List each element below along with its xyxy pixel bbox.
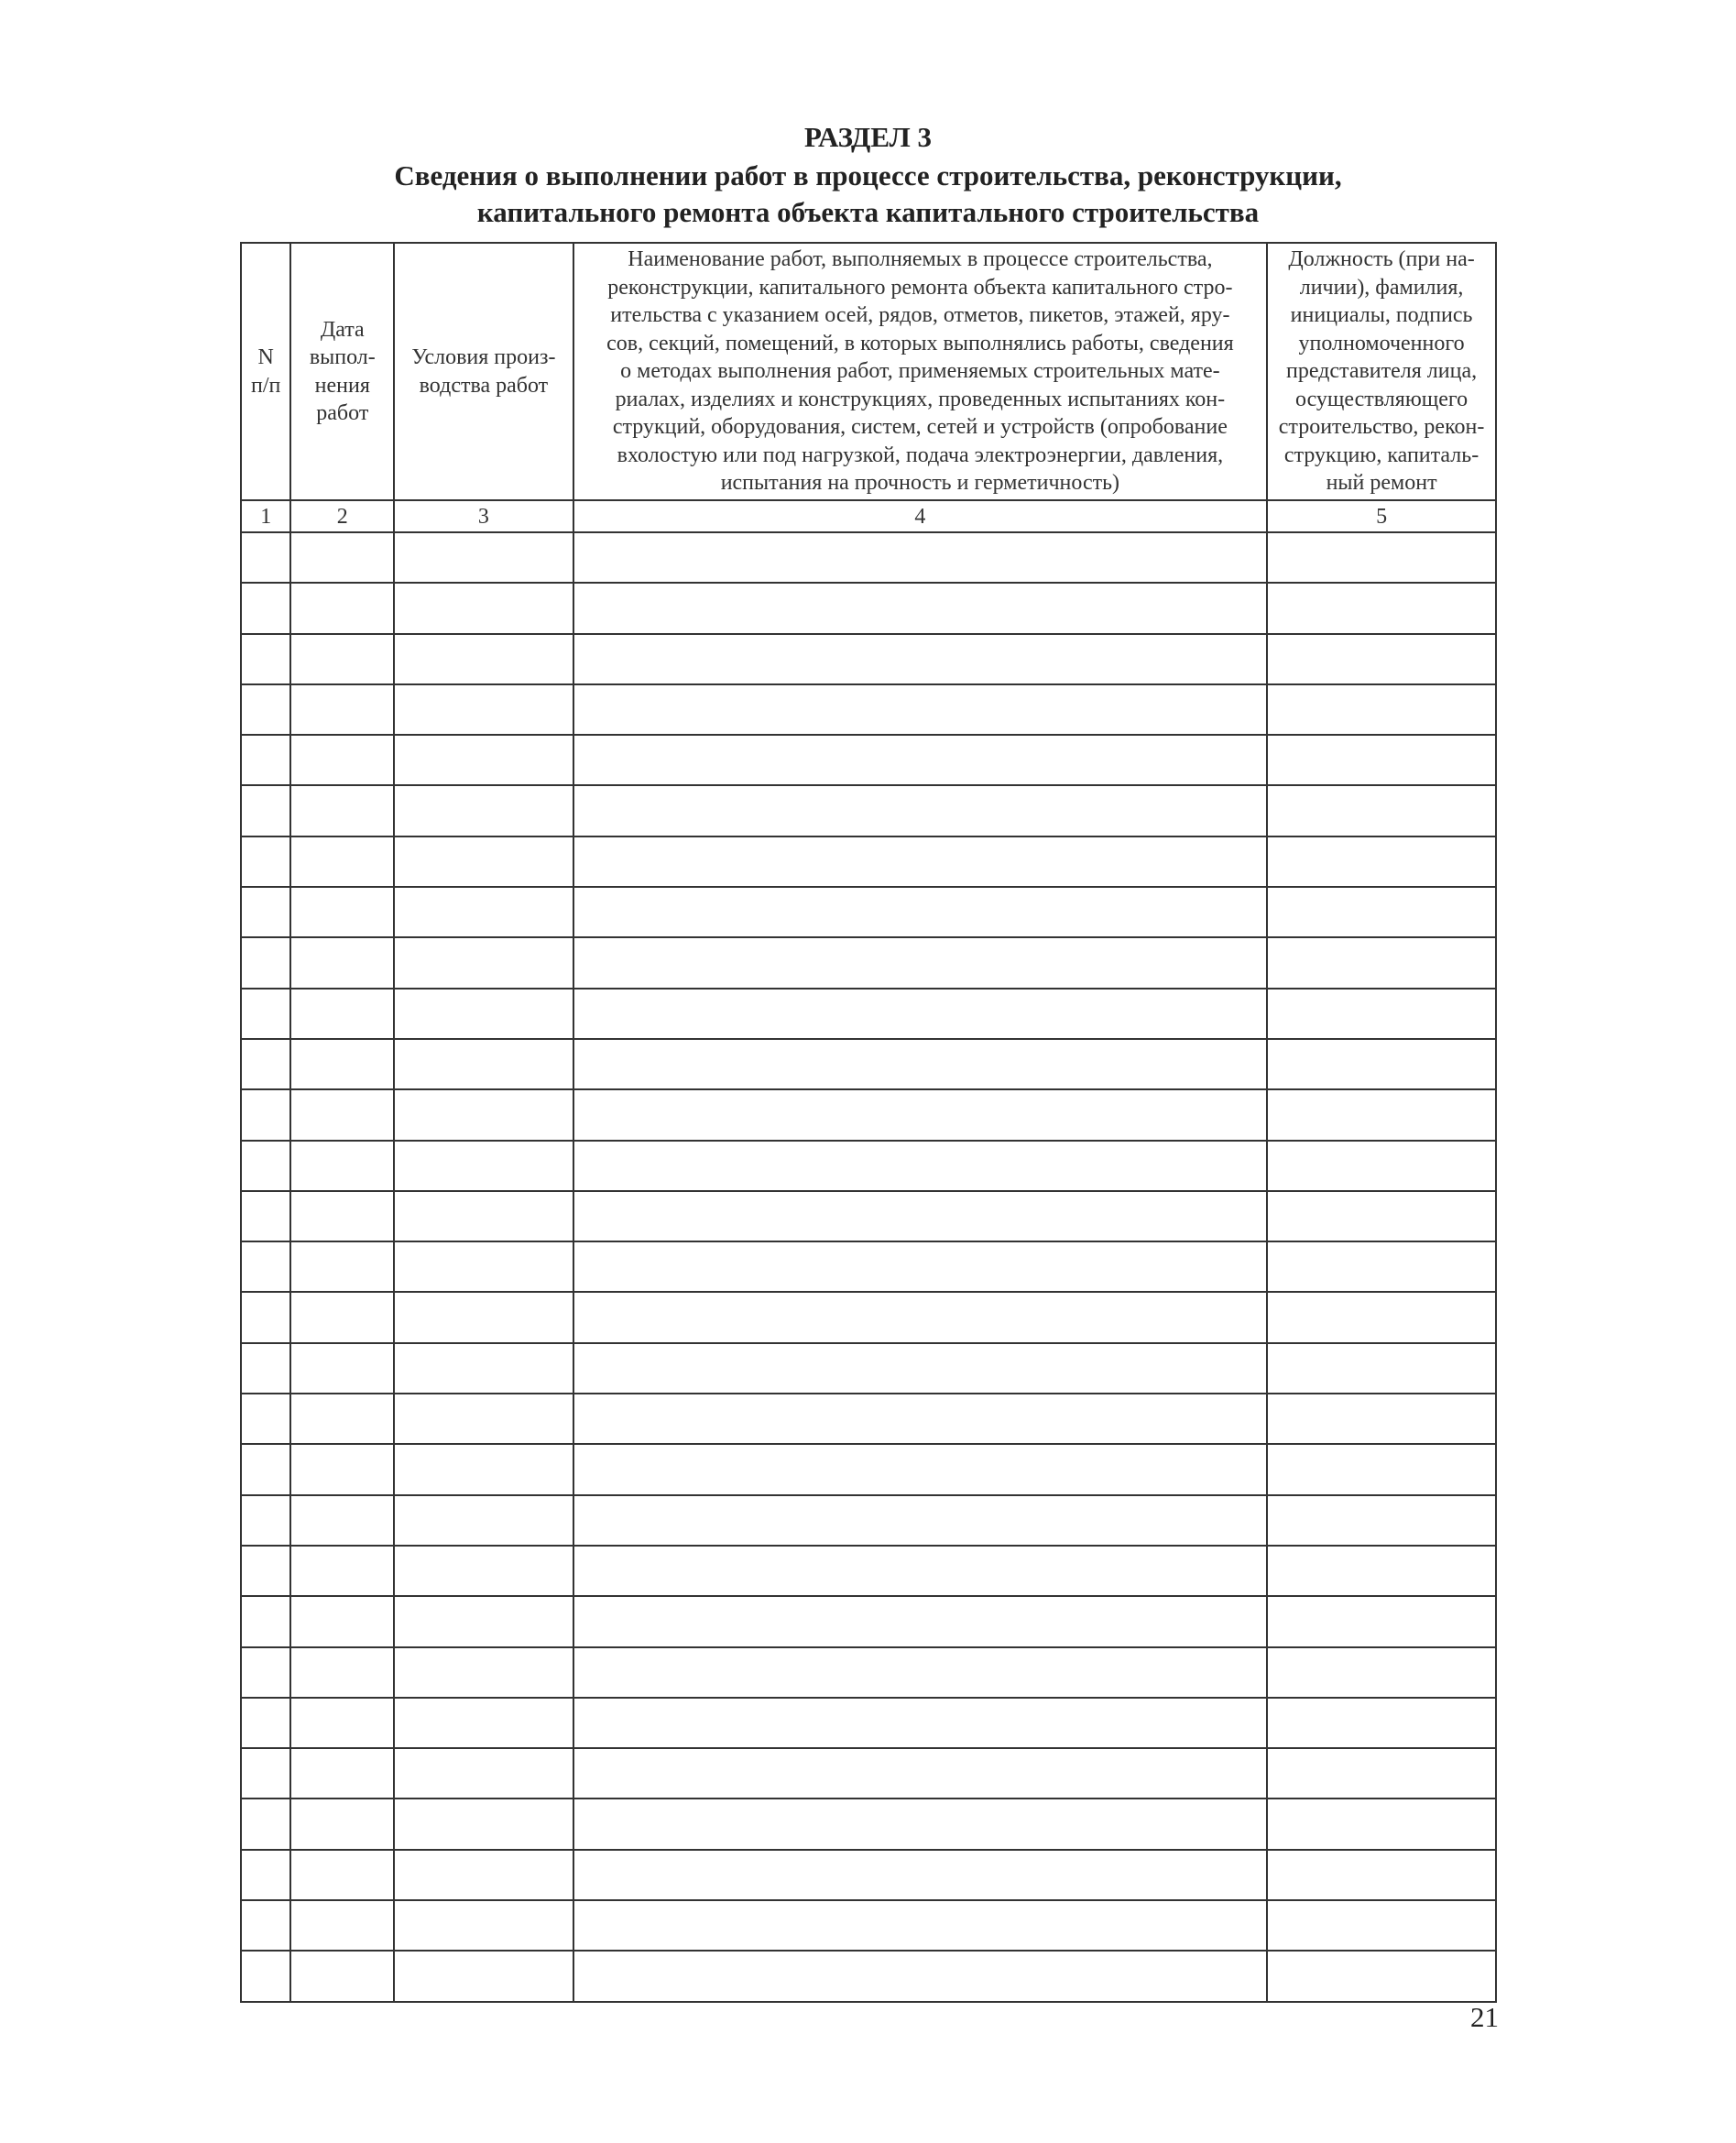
table-cell[interactable] — [290, 785, 394, 836]
table-cell[interactable] — [241, 1241, 290, 1292]
table-cell[interactable] — [1267, 1951, 1496, 2001]
table-cell[interactable] — [241, 989, 290, 1039]
table-row — [241, 1546, 1496, 1596]
table-row — [241, 1850, 1496, 1900]
table-cell[interactable] — [394, 937, 573, 988]
table-cell[interactable] — [290, 1191, 394, 1241]
table-row — [241, 1343, 1496, 1394]
table-cell[interactable] — [1267, 1596, 1496, 1646]
table-cell[interactable] — [241, 1546, 290, 1596]
table-header-row — [241, 243, 1496, 500]
table-cell[interactable] — [1267, 1039, 1496, 1089]
table-row — [241, 1089, 1496, 1140]
column-number: 1 — [241, 500, 290, 532]
table-cell[interactable] — [1267, 1900, 1496, 1951]
header-representative: Должность (при на- личии), фамилия, инициалы, подпись уполномоченного представителя лица, осуществляющего строительство, рекон- струкцию, капиталь- ный ремонт — [1267, 243, 1496, 500]
column-number: 3 — [394, 500, 573, 532]
table-cell[interactable] — [394, 1241, 573, 1292]
table-cell[interactable] — [241, 1900, 290, 1951]
table-cell[interactable] — [1267, 1191, 1496, 1241]
table-row — [241, 1596, 1496, 1646]
table-cell[interactable] — [394, 1394, 573, 1444]
table-cell[interactable] — [241, 1698, 290, 1748]
table-cell[interactable] — [394, 1900, 573, 1951]
table-row — [241, 1241, 1496, 1292]
table-cell[interactable] — [241, 1799, 290, 1849]
table-cell[interactable] — [241, 836, 290, 887]
table-cell[interactable] — [573, 887, 1268, 937]
table-cell[interactable] — [290, 1444, 394, 1494]
table-cell[interactable] — [394, 1850, 573, 1900]
table-cell[interactable] — [241, 1141, 290, 1191]
table-cell[interactable] — [241, 1039, 290, 1089]
table-cell[interactable] — [573, 1343, 1268, 1394]
table-cell[interactable] — [241, 634, 290, 684]
table-cell[interactable] — [1267, 1343, 1496, 1394]
table-cell[interactable] — [573, 684, 1268, 735]
table-row — [241, 785, 1496, 836]
table-cell[interactable] — [573, 1089, 1268, 1140]
table-row — [241, 1951, 1496, 2001]
table-cell[interactable] — [290, 1292, 394, 1342]
table-cell[interactable] — [290, 1951, 394, 2001]
table-cell[interactable] — [573, 1039, 1268, 1089]
section-heading-line-2: капитального ремонта объекта капитального строительства — [476, 196, 1260, 228]
table-cell[interactable] — [573, 634, 1268, 684]
table-cell[interactable] — [394, 887, 573, 937]
header-date: Дата выпол- нения работ — [290, 243, 394, 500]
table-cell[interactable] — [394, 1495, 573, 1546]
table-cell[interactable] — [241, 684, 290, 735]
table-row — [241, 1191, 1496, 1241]
table-row — [241, 532, 1496, 583]
table-cell[interactable] — [241, 937, 290, 988]
table-row — [241, 1799, 1496, 1849]
table-cell[interactable] — [241, 1343, 290, 1394]
table-cell[interactable] — [573, 1647, 1268, 1698]
table-cell[interactable] — [290, 937, 394, 988]
table-cell[interactable] — [573, 583, 1268, 633]
table-cell[interactable] — [1267, 1089, 1496, 1140]
table-cell[interactable] — [1267, 1495, 1496, 1546]
table-cell[interactable] — [1267, 1394, 1496, 1444]
table-cell[interactable] — [290, 1089, 394, 1140]
table-cell[interactable] — [394, 684, 573, 735]
table-cell[interactable] — [1267, 634, 1496, 684]
table-cell[interactable] — [290, 1799, 394, 1849]
table-cell[interactable] — [1267, 1292, 1496, 1342]
table-cell[interactable] — [241, 1748, 290, 1799]
table-cell[interactable] — [241, 1647, 290, 1698]
table-cell[interactable] — [394, 634, 573, 684]
table-cell[interactable] — [241, 735, 290, 785]
table-cell[interactable] — [290, 989, 394, 1039]
table-cell[interactable] — [573, 1241, 1268, 1292]
table-cell[interactable] — [573, 1698, 1268, 1748]
table-cell[interactable] — [241, 1292, 290, 1342]
table-cell[interactable] — [290, 1394, 394, 1444]
header-conditions: Условия произ- водства работ — [394, 243, 573, 500]
table-cell[interactable] — [1267, 532, 1496, 583]
table-cell[interactable] — [573, 1495, 1268, 1546]
column-numbers-row — [241, 500, 1496, 532]
table-cell[interactable] — [290, 1546, 394, 1596]
table-cell[interactable] — [1267, 735, 1496, 785]
table-cell[interactable] — [573, 1444, 1268, 1494]
table-row — [241, 583, 1496, 633]
table-body — [241, 532, 1496, 2002]
table-cell[interactable] — [290, 1698, 394, 1748]
table-row — [241, 1394, 1496, 1444]
table-cell[interactable] — [1267, 989, 1496, 1039]
table-row — [241, 684, 1496, 735]
table-cell[interactable] — [1267, 1546, 1496, 1596]
table-row — [241, 735, 1496, 785]
table-cell[interactable] — [573, 1799, 1268, 1849]
table-row — [241, 1748, 1496, 1799]
table-row — [241, 1698, 1496, 1748]
table-cell[interactable] — [394, 1951, 573, 2001]
table-cell[interactable] — [1267, 684, 1496, 735]
works-table — [240, 242, 1497, 2003]
header-works-description: Наименование работ, выполняемых в процессе строительства, реконструкции, капитального ремонта объекта капитального стро- ительства с указанием осей, рядов, отметов, пикетов, этажей, яру- сов, секций, помещений, в которых выполнялись работы, сведения о методах выполнения работ, применяемых строительных мате- риалах, изделиях и конструкциях, проведенных испытаниях кон- струкций, оборудования, систем, сетей и устройств (опробование вхолостую или под нагрузкой, подача электроэнергии, давления, испытания на прочность и герметичность) — [573, 243, 1268, 500]
table-cell[interactable] — [290, 1241, 394, 1292]
table-cell[interactable] — [241, 1951, 290, 2001]
table-row — [241, 1141, 1496, 1191]
table-cell[interactable] — [394, 1191, 573, 1241]
table-row — [241, 836, 1496, 887]
table-cell[interactable] — [1267, 1444, 1496, 1494]
table-cell[interactable] — [573, 1292, 1268, 1342]
table-cell[interactable] — [1267, 836, 1496, 887]
table-cell[interactable] — [394, 1799, 573, 1849]
table-cell[interactable] — [1267, 887, 1496, 937]
table-cell[interactable] — [290, 634, 394, 684]
table-cell[interactable] — [573, 1191, 1268, 1241]
table-cell[interactable] — [573, 937, 1268, 988]
table-cell[interactable] — [1267, 1241, 1496, 1292]
table-cell[interactable] — [1267, 583, 1496, 633]
table-cell[interactable] — [241, 1089, 290, 1140]
table-cell[interactable] — [1267, 1799, 1496, 1849]
table-cell[interactable] — [290, 532, 394, 583]
table-cell[interactable] — [394, 1039, 573, 1089]
table-cell[interactable] — [573, 1900, 1268, 1951]
table-cell[interactable] — [241, 1191, 290, 1241]
table-cell[interactable] — [573, 1596, 1268, 1646]
table-cell[interactable] — [573, 735, 1268, 785]
table-cell[interactable] — [573, 1951, 1268, 2001]
table-cell[interactable] — [241, 1596, 290, 1646]
table-cell[interactable] — [394, 836, 573, 887]
table-cell[interactable] — [394, 1748, 573, 1799]
table-cell[interactable] — [290, 1748, 394, 1799]
page-number: 21 — [1470, 2001, 1499, 2033]
table-cell[interactable] — [241, 583, 290, 633]
table-cell[interactable] — [1267, 1850, 1496, 1900]
table-cell[interactable] — [394, 1292, 573, 1342]
column-number: 2 — [290, 500, 394, 532]
table-cell[interactable] — [394, 1089, 573, 1140]
table-cell[interactable] — [241, 1495, 290, 1546]
table-cell[interactable] — [394, 583, 573, 633]
table-cell[interactable] — [290, 1850, 394, 1900]
table-cell[interactable] — [1267, 1748, 1496, 1799]
table-row — [241, 1900, 1496, 1951]
table-cell[interactable] — [394, 989, 573, 1039]
table-cell[interactable] — [573, 1748, 1268, 1799]
table-cell[interactable] — [290, 1039, 394, 1089]
table-row — [241, 1647, 1496, 1698]
table-cell[interactable] — [241, 887, 290, 937]
table-cell[interactable] — [290, 1900, 394, 1951]
table-row — [241, 989, 1496, 1039]
table-cell[interactable] — [290, 1141, 394, 1191]
table-cell[interactable] — [394, 785, 573, 836]
column-number: 5 — [1267, 500, 1496, 532]
table-cell[interactable] — [241, 1850, 290, 1900]
table-cell[interactable] — [573, 989, 1268, 1039]
table-cell[interactable] — [394, 1343, 573, 1394]
table-row — [241, 937, 1496, 988]
table-cell[interactable] — [1267, 1647, 1496, 1698]
table-row — [241, 1444, 1496, 1494]
table-cell[interactable] — [394, 1698, 573, 1748]
table-cell[interactable] — [394, 1647, 573, 1698]
table-cell[interactable] — [394, 1596, 573, 1646]
table-cell[interactable] — [573, 1850, 1268, 1900]
table-cell[interactable] — [573, 1394, 1268, 1444]
table-row — [241, 1495, 1496, 1546]
column-number: 4 — [573, 500, 1268, 532]
table-cell[interactable] — [290, 583, 394, 633]
table-cell[interactable] — [290, 735, 394, 785]
table-row — [241, 887, 1496, 937]
table-cell[interactable] — [241, 785, 290, 836]
table-row — [241, 1039, 1496, 1089]
table-row — [241, 1292, 1496, 1342]
table-cell[interactable] — [394, 735, 573, 785]
table-cell[interactable] — [290, 1647, 394, 1698]
table-cell[interactable] — [290, 684, 394, 735]
section-title: РАЗДЕЛ 3 — [803, 121, 932, 153]
table-cell[interactable] — [1267, 1698, 1496, 1748]
table-cell[interactable] — [1267, 1141, 1496, 1191]
table-cell[interactable] — [1267, 937, 1496, 988]
table-cell[interactable] — [394, 1546, 573, 1596]
table-row — [241, 634, 1496, 684]
table-cell[interactable] — [573, 1546, 1268, 1596]
table-cell[interactable] — [290, 836, 394, 887]
table-cell[interactable] — [241, 1444, 290, 1494]
table-cell[interactable] — [290, 1596, 394, 1646]
table-cell[interactable] — [290, 887, 394, 937]
table-cell[interactable] — [290, 1495, 394, 1546]
table-cell[interactable] — [573, 836, 1268, 887]
table-cell[interactable] — [573, 1141, 1268, 1191]
table-cell[interactable] — [573, 785, 1268, 836]
table-cell[interactable] — [290, 1343, 394, 1394]
header-number: N п/п — [241, 243, 290, 500]
table-cell[interactable] — [241, 1394, 290, 1444]
table-cell[interactable] — [1267, 785, 1496, 836]
table-cell[interactable] — [241, 532, 290, 583]
table-cell[interactable] — [394, 1141, 573, 1191]
table-cell[interactable] — [573, 532, 1268, 583]
table-cell[interactable] — [394, 1444, 573, 1494]
table-cell[interactable] — [394, 532, 573, 583]
section-heading-line-1: Сведения о выполнении работ в процессе строительства, реконструкции, — [394, 159, 1342, 191]
